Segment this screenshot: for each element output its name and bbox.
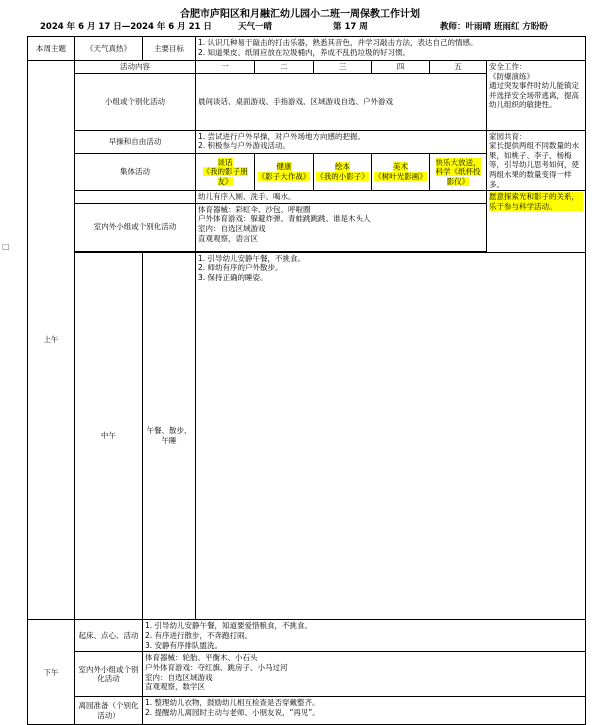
small-group-text: 晨间谈话、桌面游戏、手指游戏、区域游戏自选、户外游戏 (196, 73, 487, 130)
afternoon-line-1: 体育器械：轮胎、平衡木、小石头 (145, 653, 258, 663)
goal-label: 主要目标 (143, 37, 196, 61)
afternoon-line-4: 直观观察，数学区 (145, 682, 205, 692)
indoor-outdoor-label: 室内外小组或个别化活动 (75, 203, 196, 251)
period-afternoon: 下午 (28, 620, 75, 725)
date-range: 2024 年 6 月 17 日—2024 年 6 月 21 日 (40, 22, 212, 32)
teachers: 教师：叶雨晴 班雨红 方盼盼 (440, 22, 548, 32)
wake-line-3: 3. 安静有序排队盥洗。 (145, 640, 223, 650)
wake-cell (143, 620, 586, 652)
activity-thu: 美术 《树叶光影画》 (372, 153, 430, 190)
activity-mon: 谈话 《我的影子朋友》 (196, 153, 255, 190)
leave-label: 离园准备（个别化活动） (75, 697, 143, 725)
day-2: 二 (255, 61, 314, 74)
afternoon-indoor-cell (143, 652, 586, 697)
wake-line-1: 1. 引导幼儿安静午餐，知道要爱惜粮食，不挑食。 (145, 621, 313, 631)
weather: 天气一晴 (238, 22, 273, 32)
family-title: 家园共育： (489, 131, 527, 141)
day-4: 四 (372, 61, 430, 74)
indoor-line-4: 直观观察，语言区 (198, 233, 258, 243)
week-number: 第 17 周 (333, 22, 368, 32)
exercise-line-2: 2. 积极参与户外游戏活动。 (198, 141, 291, 151)
plan-table (27, 36, 586, 725)
evaluation-cell (487, 191, 586, 253)
day-3: 三 (314, 61, 372, 74)
exercise-line-1: 1. 尝试进行户外早操，对户外场地方向感的把握。 (198, 131, 366, 141)
safety-subtitle: 《防爆演练》 (489, 71, 534, 81)
activity-tue: 健康 《影子大作战》 (255, 153, 314, 190)
life-activity-text: 幼儿有序入厕、洗手、喝水。 (196, 191, 487, 204)
day-5: 五 (430, 61, 487, 74)
family-text: 家长提供两组不同数量的水果，如桃子、李子、杨梅等，引导幼儿思考如何，使两组水果的数量变得一样多。 (489, 141, 579, 189)
lunch-line-1: 1. 引导幼儿安静午餐，不挑食。 (198, 253, 306, 263)
lunch-line-2: 2. 师幼有序的户外散步。 (198, 263, 283, 273)
afternoon-line-3: 室内：自选区域游戏 (145, 672, 213, 682)
safety-cell (487, 61, 586, 131)
activity-wed: 绘本 《我的小影子》 (314, 153, 372, 190)
leave-line-2: 2. 提醒幼儿离园时主动与老师、小朋友说，“再见”。 (145, 707, 320, 717)
afternoon-indoor-label: 室内外小组或个别化活动 (75, 652, 143, 697)
small-group-label: 小组或个别化活动 (75, 73, 196, 130)
indoor-outdoor-cell (196, 203, 487, 251)
indoor-line-3: 室内：自选区域游戏 (198, 223, 266, 233)
indoor-line-2: 户外体育游戏：躲避炸弹、青蛙跳跳跳、谁是木头人 (198, 214, 371, 224)
afternoon-line-2: 户外体育游戏：夺红旗、跳房子、小马过河 (145, 662, 288, 672)
page-title: 合肥市庐阳区和月融汇幼儿园小二班一周保教工作计划 (180, 9, 420, 20)
wake-label: 起床、点心、活动 (75, 620, 143, 652)
theme-value: 《天气真热》 (75, 37, 143, 61)
exercise-label: 早操和自由活动 (75, 130, 196, 153)
safety-text: 通过突发事件时幼儿能镇定并选择安全场带逃离，提高幼儿组织的敏捷性。 (489, 81, 579, 110)
period-noon: 中午 (75, 252, 143, 620)
page-edge-marker: □ (2, 242, 10, 251)
leave-cell (143, 697, 586, 725)
group-activity-label: 集体活动 (75, 153, 196, 190)
lunch-line-3: 3. 保持正确的睡姿。 (198, 272, 268, 282)
environment-highlight: 愿意探索光和影子的关系，乐于参与科学活动。 (489, 192, 583, 211)
period-morning: 上午 (28, 61, 75, 620)
safety-title: 安全工作： (489, 62, 527, 71)
wake-line-2: 2. 有序进行散步，不奔跑打闹。 (145, 630, 253, 640)
leave-line-1: 1. 整理幼儿衣物，鼓励幼儿相互检查是否穿戴整齐。 (145, 698, 320, 708)
activity-fri: 快乐大放送，科学《纸杯投影仪》 (430, 153, 487, 190)
day-1: 一 (196, 61, 255, 74)
lunch-label: 午餐、散步、午睡 (143, 252, 196, 620)
lunch-cell (196, 252, 586, 620)
content-label: 活动内容 (75, 61, 196, 74)
life-activity-label (75, 191, 196, 204)
indoor-line-1: 体育器械：彩虹伞、沙包、呼啦圈 (198, 204, 311, 214)
theme-label: 本周主题 (28, 37, 75, 61)
exercise-cell (196, 130, 487, 153)
goal-2: 2. 知道果皮、纸屑应放在垃圾桶内，养成不乱扔垃圾的好习惯。 (198, 47, 411, 57)
family-cell (487, 130, 586, 191)
goal-1: 1. 认识几种易于敲击的打击乐器，熟悉其音色，并学习敲击方法，表达自己的情感。 (198, 38, 478, 47)
goals-cell (196, 37, 586, 61)
